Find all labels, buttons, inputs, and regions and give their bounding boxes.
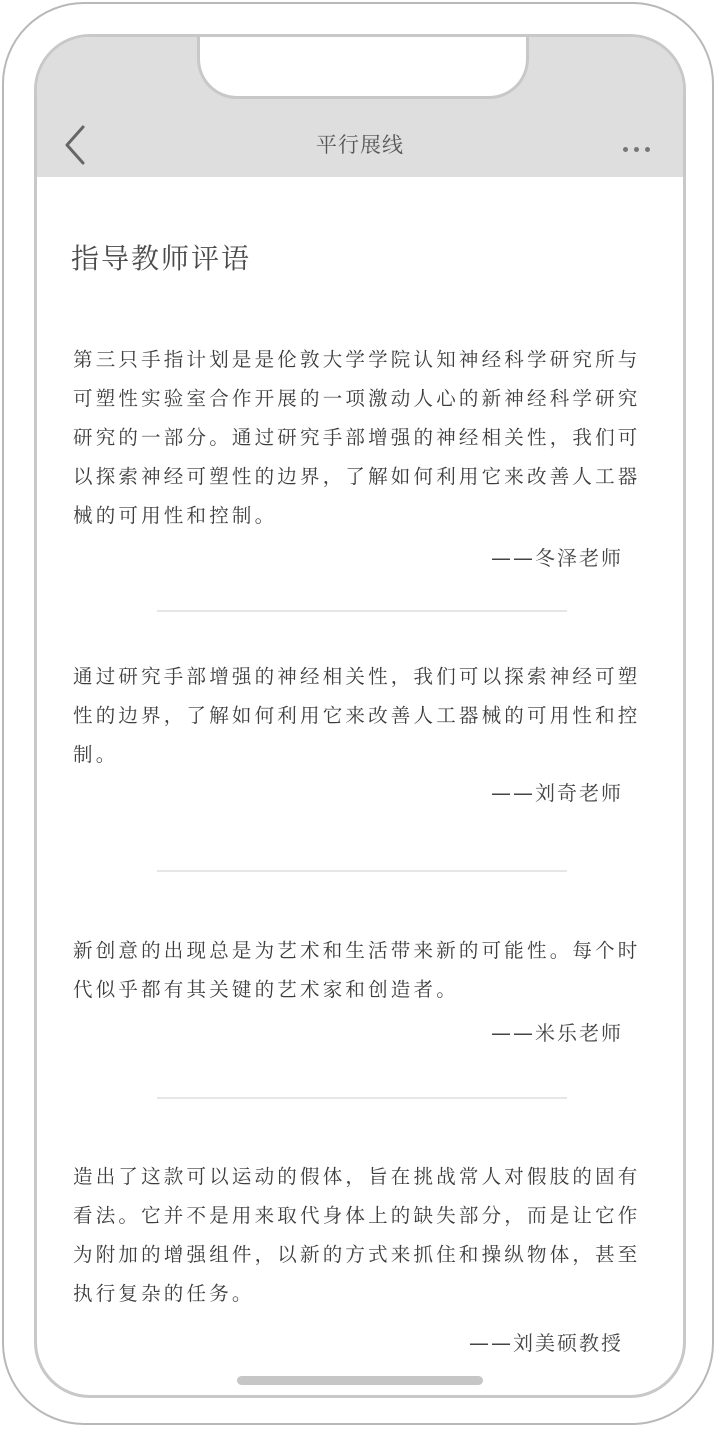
- comment-author: ——刘奇老师: [491, 781, 623, 805]
- divider: [157, 1097, 567, 1099]
- notch: [197, 34, 529, 99]
- phone-screen: [34, 34, 686, 1398]
- comment-author: ——米乐老师: [491, 1021, 623, 1045]
- divider: [157, 610, 567, 612]
- more-horizontal-icon[interactable]: [623, 137, 657, 149]
- comment-author: ——冬泽老师: [491, 546, 623, 570]
- section-heading: 指导教师评语: [71, 242, 252, 275]
- comment-text: 造出了这款可以运动的假体，旨在挑战常人对假肢的固有看法。它并不是用来取代身体上的缺失部分，而是让它作为附加的增强组件，以新的方式来抓住和操纵物体，甚至执行复杂的任务。: [73, 1165, 641, 1305]
- comment-text: 通过研究手部增强的神经相关性，我们可以探索神经可塑性的边界，了解如何利用它来改善人工器械的可用性和控制。: [73, 665, 641, 766]
- divider: [157, 870, 567, 872]
- comment-text: 新创意的出现总是为艺术和生活带来新的可能性。每个时代似乎都有其关键的艺术家和创造者。: [73, 939, 641, 1001]
- comment-text: 第三只手指计划是是伦敦大学学院认知神经科学研究所与可塑性实验室合作开展的一项激动人心的新神经科学研究研究的一部分。通过研究手部增强的神经相关性，我们可以探索神经可塑性的边界，了解如何利用它来改善人工器械的可用性和控制。: [73, 348, 641, 527]
- nav-title: 平行展线: [316, 133, 404, 157]
- comment-author: ——刘美硕教授: [469, 1331, 623, 1355]
- navbar: [37, 119, 683, 177]
- home-indicator[interactable]: [237, 1376, 483, 1385]
